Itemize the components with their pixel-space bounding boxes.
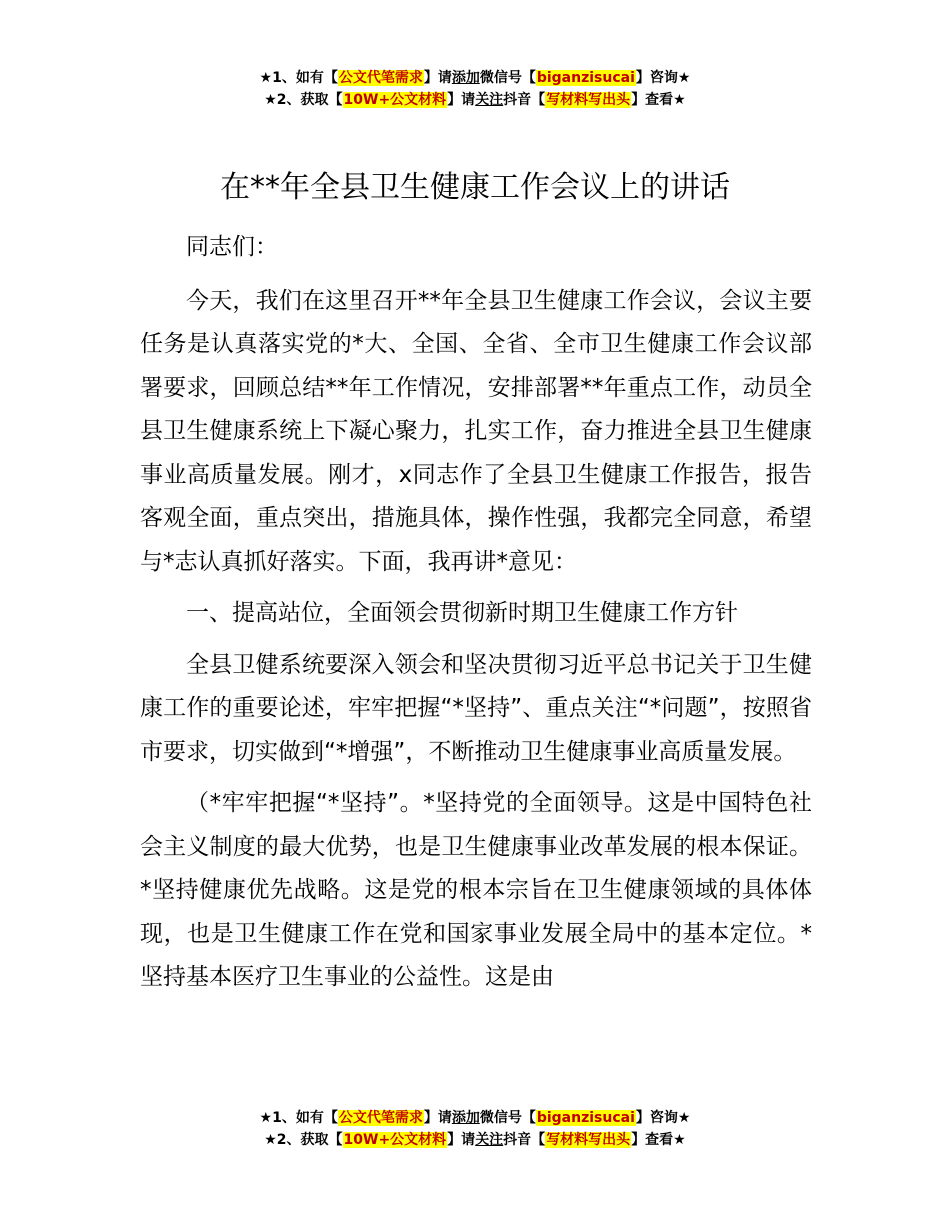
banner-line-2 [0, 1129, 950, 1151]
paragraph: 全县卫健系统要深入领会和坚决贯彻习近平总书记关于卫生健康工作的重要论述，牢牢把握“*坚持”、重点关注“*问题”，按照省市要求，切实做到“*增强”，不断推动卫生健康事业高质量发展。 [140, 651, 812, 765]
banner-highlight: 10W+公文材料 [343, 92, 447, 108]
banner-text: 】咨询★ [635, 70, 691, 86]
document-body [140, 226, 812, 1008]
banner-text: 】请 [447, 1132, 476, 1148]
footer-banner [0, 1107, 950, 1151]
paragraph: （*牢牢把握“*坚持”。*坚持党的全面领导。这是中国特色社会主义制度的最大优势，也是卫生健康事业改革发展的根本保证。*坚持健康优先战略。这是党的根本宗旨在卫生健康领域的具体体现，也是卫生健康工作在党和国家事业发展全局中的基本定位。*坚持基本医疗卫生事业的公益性。这是由 [140, 790, 812, 990]
banner-text: 微信号【 [479, 1110, 536, 1126]
banner-underlined-text: 添加 [451, 1110, 480, 1126]
banner-text: 】查看★ [631, 1132, 686, 1148]
banner-text: 】咨询★ [635, 1110, 691, 1126]
banner-text: 】查看★ [631, 92, 686, 108]
banner-line-1 [0, 1107, 950, 1129]
document-title: 在**年全县卫生健康工作会议上的讲话 [220, 170, 730, 205]
banner-text: ★2、获取【 [264, 1132, 343, 1148]
banner-underlined-text: 关注 [475, 92, 504, 108]
banner-text: 】请 [447, 92, 476, 108]
banner-highlight: 10W+公文材料 [343, 1132, 447, 1148]
banner-wechat-id: biganzisucai [536, 70, 635, 86]
banner-text: 】请 [423, 1110, 452, 1126]
banner-text: ★2、获取【 [264, 92, 343, 108]
banner-text: 抖音【 [503, 1132, 546, 1148]
banner-underlined-text: 添加 [451, 70, 480, 86]
banner-wechat-id: biganzisucai [536, 1110, 635, 1126]
banner-text: ★1、如有【 [259, 70, 338, 86]
section-heading: 一、提高站位，全面领会贯彻新时期卫生健康工作方针 [186, 600, 738, 626]
paragraph-intro: 今天，我们在这里召开**年全县卫生健康工作会议，会议主要任务是认真落实党的*大、全国、全省、全市卫生健康工作会议部署要求，回顾总结**年工作情况，安排部署**年重点工作，动员全县卫生健康系统上下凝心聚力，扎实工作，奋力推进全县卫生健康事业高质量发展。刚才，x同志作了全县卫生健康工作报告，报告客观全面，重点突出，措施具体，操作性强，我都完全同意，希望与*志认真抓好落实。下面，我再讲*意见： [140, 287, 812, 575]
banner-text: 】请 [423, 70, 452, 86]
salutation: 同志们： [186, 234, 278, 260]
header-banner [0, 67, 950, 111]
banner-highlight: 公文代笔需求 [338, 1110, 423, 1126]
banner-text: 抖音【 [503, 92, 546, 108]
banner-douyin-account: 写材料写出头 [546, 92, 631, 108]
banner-line-1 [0, 67, 950, 89]
banner-douyin-account: 写材料写出头 [546, 1132, 631, 1148]
banner-line-2 [0, 89, 950, 111]
banner-text: ★1、如有【 [259, 1110, 338, 1126]
banner-text: 微信号【 [479, 70, 536, 86]
banner-highlight: 公文代笔需求 [338, 70, 423, 86]
banner-underlined-text: 关注 [475, 1132, 504, 1148]
